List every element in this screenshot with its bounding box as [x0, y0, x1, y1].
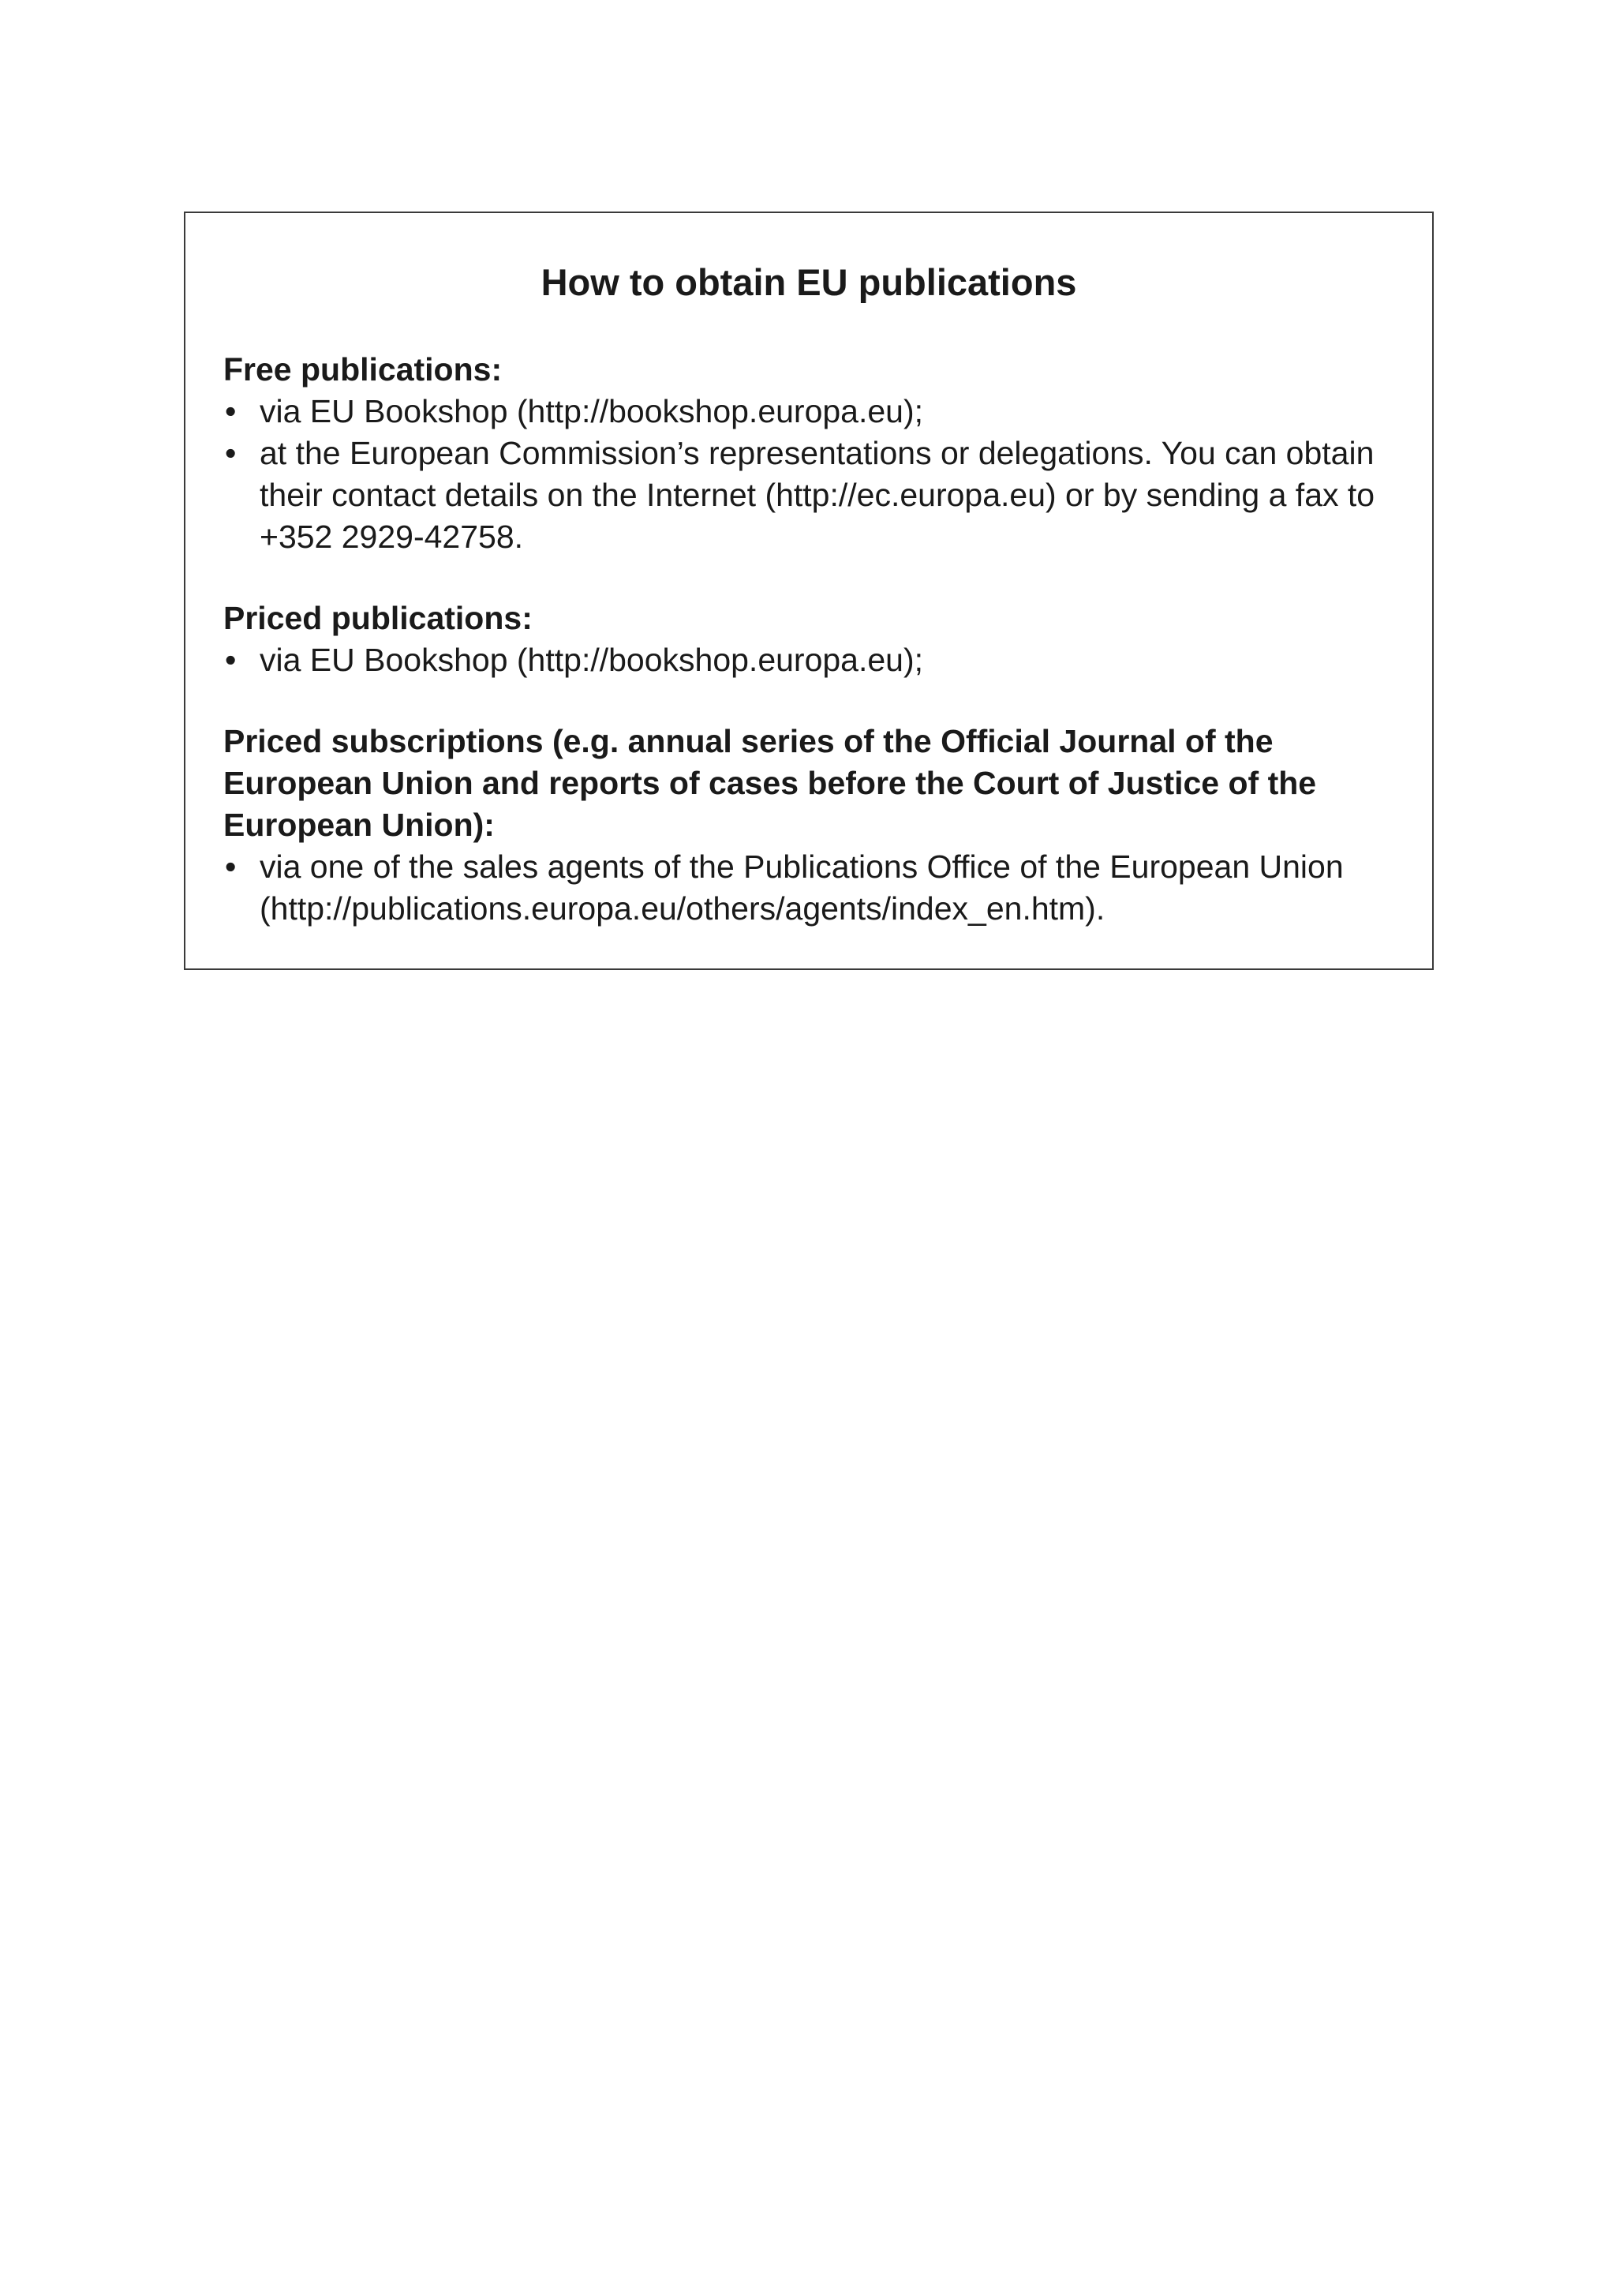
box-title: How to obtain EU publications — [541, 261, 1077, 303]
list-item — [223, 433, 1394, 558]
list-item-text: via one of the sales agents of the Publications Office of the European Union (http://publications.europa.eu/others/agents/index_en.htm). — [260, 848, 1344, 927]
item-list — [223, 391, 1394, 558]
list-item — [223, 639, 1394, 681]
list-item-text: via EU Bookshop (http://bookshop.europa.eu); — [260, 393, 924, 430]
list-item — [223, 846, 1394, 930]
item-list — [223, 639, 1394, 681]
bullet-icon: • — [225, 435, 237, 472]
section-heading: Priced subscriptions (e.g. annual series of the Official Journal of the European Union and reports of cases before the Court of Justice of the European Union): — [223, 723, 1317, 844]
list-item — [223, 391, 1394, 433]
info-box — [184, 212, 1434, 970]
bullet-icon: • — [225, 642, 237, 679]
bullet-icon: • — [225, 848, 237, 886]
section-heading: Priced publications: — [223, 600, 533, 637]
bullet-icon: • — [225, 393, 237, 430]
list-item-text: via EU Bookshop (http://bookshop.europa.eu); — [260, 642, 924, 679]
section-priced-publications — [223, 597, 1394, 681]
section-heading: Free publications: — [223, 351, 503, 388]
list-item-text: at the European Commission’s representations or delegations. You can obtain their contact details on the Internet (http://ec.europa.eu) or by sending a fax to +352 2929-42758. — [260, 435, 1375, 556]
item-list — [223, 846, 1394, 930]
section-free-publications — [223, 349, 1394, 558]
section-priced-subscriptions — [223, 721, 1394, 930]
